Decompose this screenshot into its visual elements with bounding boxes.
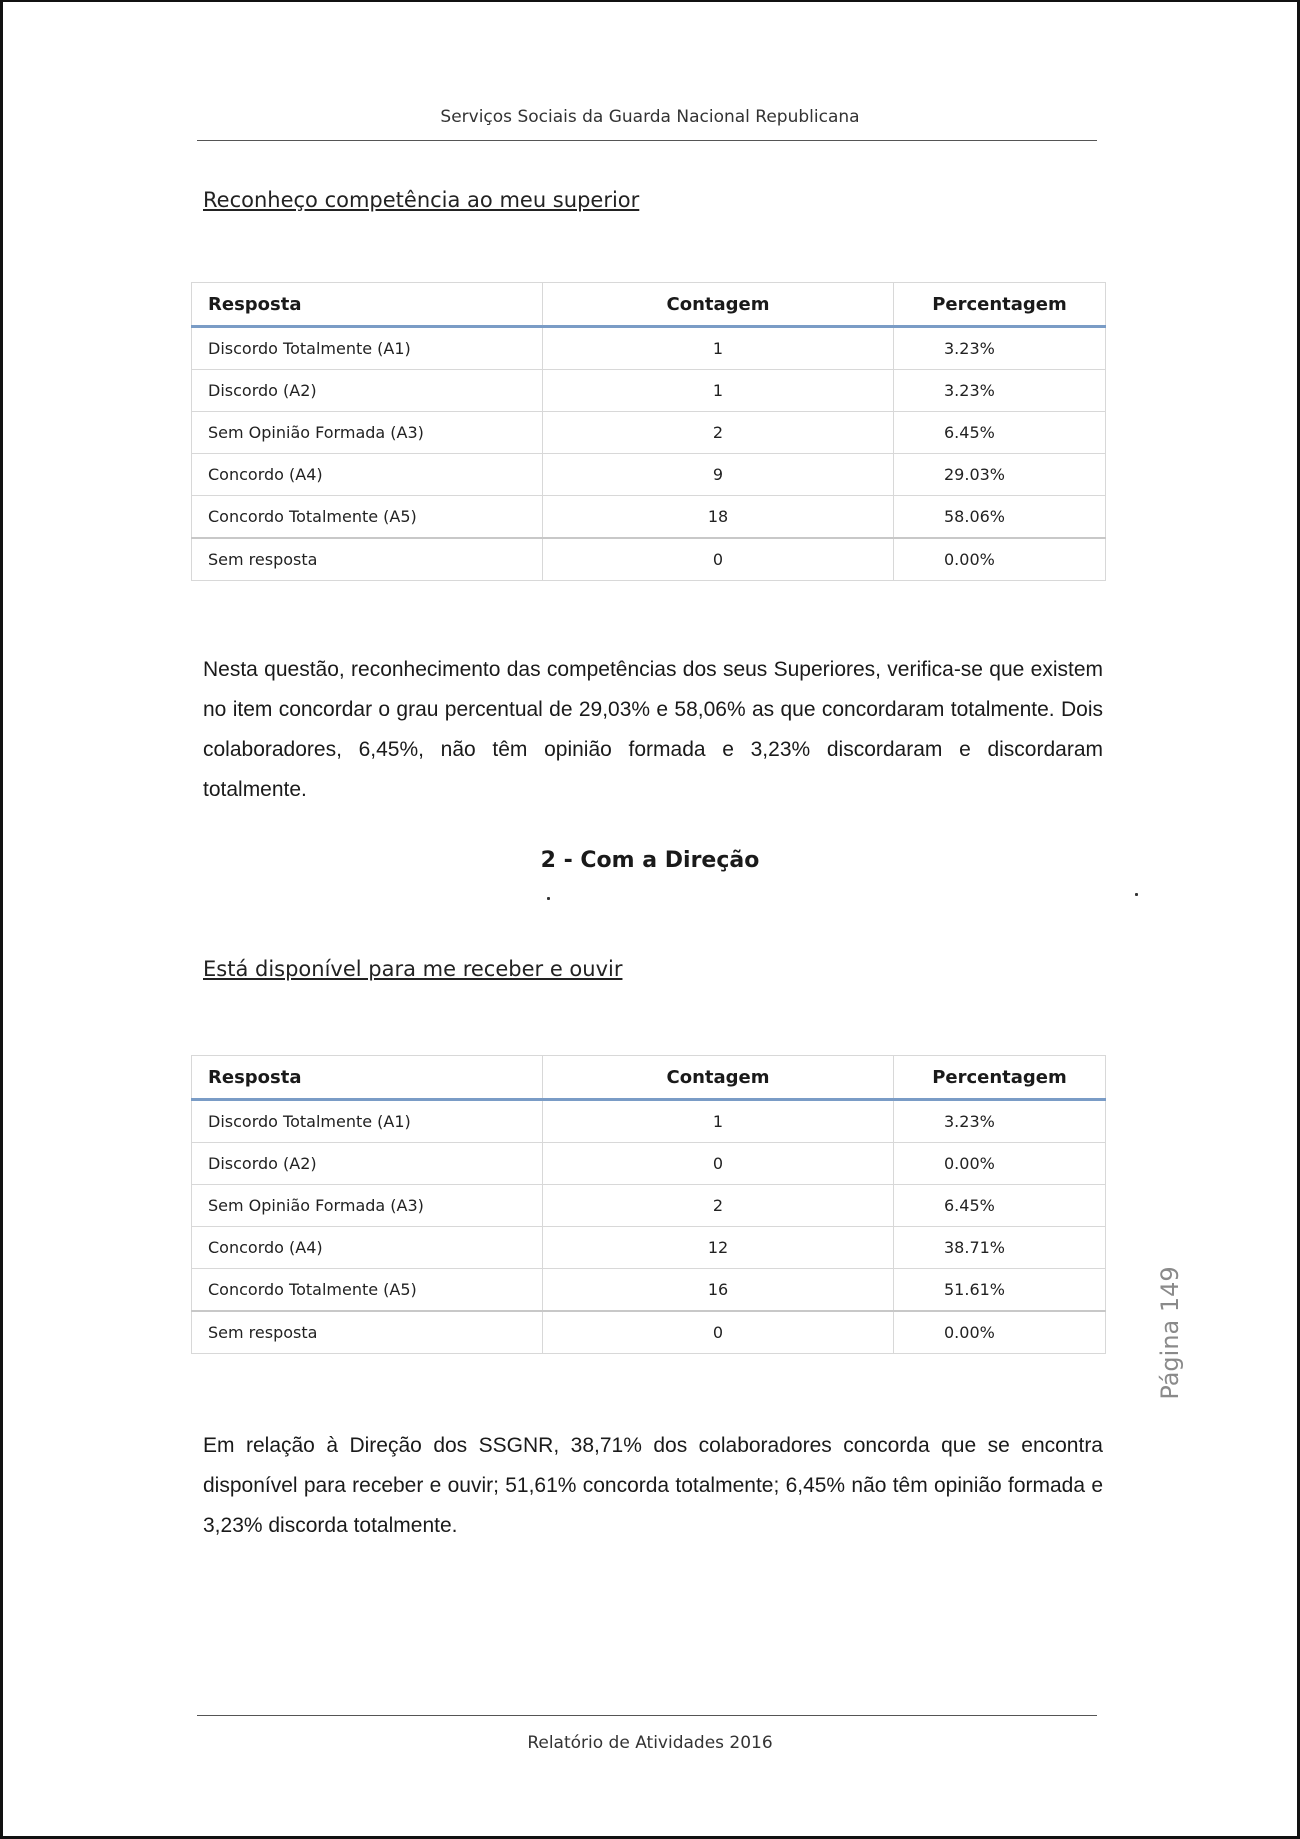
table-row	[192, 1311, 1106, 1354]
row-response: Discordo (A2)	[192, 370, 543, 412]
scan-speck	[547, 897, 550, 900]
header-percentage: Percentagem	[894, 283, 1106, 327]
row-count: 2	[543, 412, 894, 454]
row-count: 1	[543, 370, 894, 412]
row-percentage: 3.23%	[894, 327, 1106, 370]
table-row	[192, 1227, 1106, 1269]
row-count: 18	[543, 496, 894, 539]
header-count: Contagem	[543, 283, 894, 327]
row-count: 0	[543, 1311, 894, 1354]
response-table-1	[191, 282, 1106, 581]
row-count: 9	[543, 454, 894, 496]
page-header: Serviços Sociais da Guarda Nacional Republicana	[440, 107, 860, 127]
row-response: Discordo Totalmente (A1)	[192, 327, 543, 370]
row-count: 16	[543, 1269, 894, 1312]
row-response: Sem resposta	[192, 1311, 543, 1354]
summary-paragraph-1: Nesta questão, reconhecimento das competências dos seus Superiores, verifica-se que existem no item concordar o grau percentual de 29,03% e 58,06% as que concordaram totalmente. Dois colaboradores, 6,45%, não têm opinião formada e 3,23% discordaram e discordaram totalmente.	[203, 658, 1103, 801]
header-response: Resposta	[192, 283, 543, 327]
summary-paragraph-2: Em relação à Direção dos SSGNR, 38,71% dos colaboradores concorda que se encontra disponível para receber e ouvir; 51,61% concorda totalmente; 6,45% não têm opinião formada e 3,23% discorda totalmente.	[203, 1434, 1103, 1537]
row-response: Concordo Totalmente (A5)	[192, 1269, 543, 1312]
table-row	[192, 412, 1106, 454]
table-row	[192, 1269, 1106, 1312]
row-response: Concordo (A4)	[192, 454, 543, 496]
scan-border-top	[0, 0, 1300, 2]
table-row	[192, 370, 1106, 412]
row-percentage: 0.00%	[894, 538, 1106, 581]
response-table-2	[191, 1055, 1106, 1354]
table-header-row	[192, 283, 1106, 327]
header-count: Contagem	[543, 1056, 894, 1100]
page-number-label: Página 149	[1156, 1266, 1184, 1400]
row-percentage: 6.45%	[894, 1185, 1106, 1227]
row-count: 0	[543, 1143, 894, 1185]
section-heading: 2 - Com a Direção	[540, 848, 760, 873]
row-count: 1	[543, 1100, 894, 1143]
table-row	[192, 496, 1106, 539]
row-percentage: 51.61%	[894, 1269, 1106, 1312]
row-response: Sem resposta	[192, 538, 543, 581]
table-row	[192, 538, 1106, 581]
row-count: 2	[543, 1185, 894, 1227]
table-header-row	[192, 1056, 1106, 1100]
table-row	[192, 327, 1106, 370]
row-percentage: 0.00%	[894, 1143, 1106, 1185]
row-count: 0	[543, 538, 894, 581]
row-percentage: 6.45%	[894, 412, 1106, 454]
row-response: Discordo Totalmente (A1)	[192, 1100, 543, 1143]
table-row	[192, 454, 1106, 496]
table-row	[192, 1143, 1106, 1185]
row-response: Discordo (A2)	[192, 1143, 543, 1185]
row-percentage: 58.06%	[894, 496, 1106, 539]
table-row	[192, 1100, 1106, 1143]
row-response: Concordo Totalmente (A5)	[192, 496, 543, 539]
row-response: Sem Opinião Formada (A3)	[192, 1185, 543, 1227]
row-response: Sem Opinião Formada (A3)	[192, 412, 543, 454]
row-count: 12	[543, 1227, 894, 1269]
table-row	[192, 1185, 1106, 1227]
row-count: 1	[543, 327, 894, 370]
row-percentage: 38.71%	[894, 1227, 1106, 1269]
question-title-1: Reconheço competência ao meu superior	[203, 188, 640, 212]
footer-divider	[197, 1715, 1097, 1716]
row-percentage: 3.23%	[894, 370, 1106, 412]
question-title-2: Está disponível para me receber e ouvir	[203, 957, 623, 981]
scan-speck	[1135, 893, 1138, 896]
row-percentage: 0.00%	[894, 1311, 1106, 1354]
scan-border-left	[0, 0, 3, 1839]
header-response: Resposta	[192, 1056, 543, 1100]
page-footer: Relatório de Atividades 2016	[527, 1733, 773, 1753]
row-percentage: 3.23%	[894, 1100, 1106, 1143]
header-percentage: Percentagem	[894, 1056, 1106, 1100]
row-percentage: 29.03%	[894, 454, 1106, 496]
row-response: Concordo (A4)	[192, 1227, 543, 1269]
header-divider	[197, 140, 1097, 141]
